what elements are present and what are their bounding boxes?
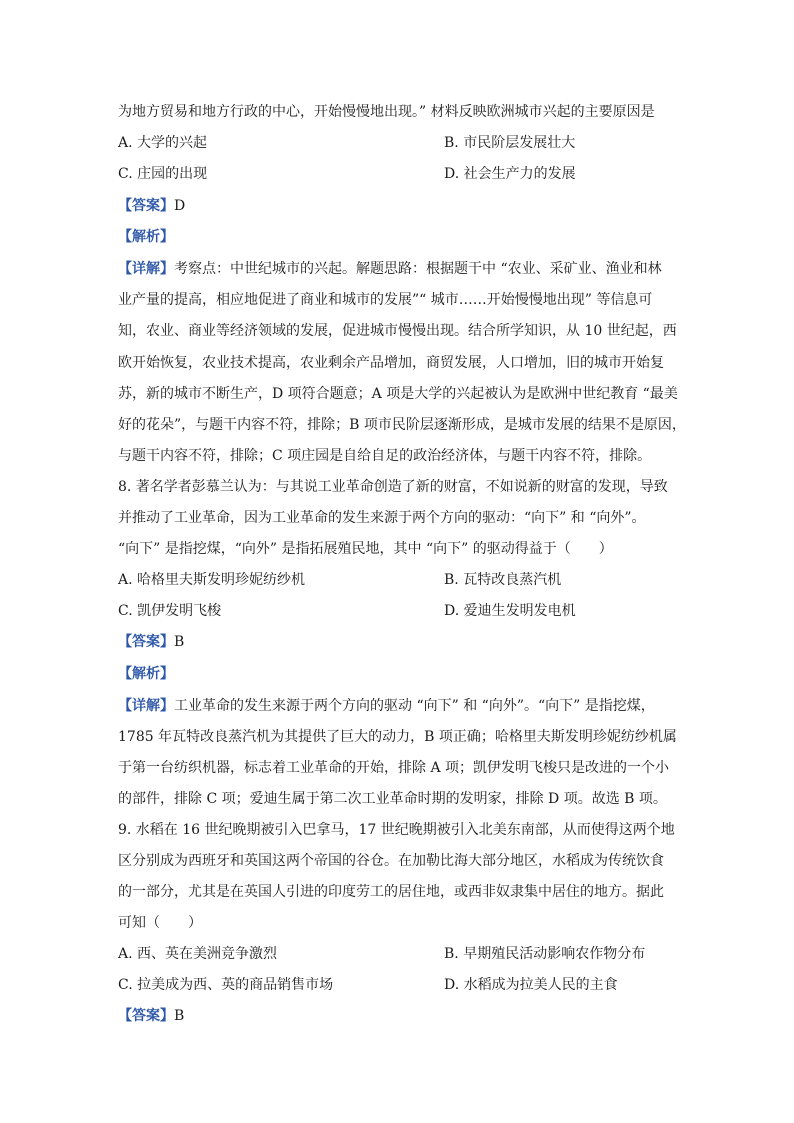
- q9-stem-line: 的一部分，尤其是在英国人引进的印度劳工的居住地，或西非奴隶集中居住的地方。据此: [118, 884, 664, 900]
- q7-detail-line: 苏，新的城市不断生产，D 项符合题意；A 项是大学的兴起被认为是欧洲中世纪教育 “最美: [118, 386, 678, 402]
- q8-option-b: B. 瓦特改良蒸汽机: [444, 572, 562, 588]
- q8-detail-line: 1785 年瓦特改良蒸汽机为其提供了巨大的动力，B 项正确；哈格里夫斯发明珍妮纺纱机属: [118, 729, 677, 745]
- q7-option-c: C. 庄园的出现: [118, 166, 208, 182]
- q9-option-c: C. 拉美成为西、英的商品销售市场: [118, 977, 334, 993]
- q7-detail-line: [118, 259, 688, 279]
- q8-option-a: A. 哈格里夫斯发明珍妮纺纱机: [118, 572, 306, 588]
- answer-value: B: [174, 634, 185, 650]
- q9-stem-line: 可知（ ）: [118, 915, 202, 931]
- q7-detail-line: 知，农业、商业等经济领域的发展，促进城市慢慢出现。结合所学知识，从 10 世纪起，西: [118, 323, 677, 339]
- q9-option-a: A. 西、英在美洲竞争激烈: [118, 946, 278, 962]
- answer-value: D: [174, 198, 186, 214]
- detail-text: 工业革命的发生来源于两个方向的驱动 “向下” 和 “向外”。“向下” 是指挖煤，: [174, 698, 655, 714]
- q8-option-d: D. 爱迪生发明发电机: [444, 603, 576, 619]
- answer-label: 【答案】: [118, 634, 174, 650]
- q7-answer: [118, 196, 688, 216]
- q7-option-d: D. 社会生产力的发展: [444, 166, 576, 182]
- q7-option-a: A. 大学的兴起: [118, 135, 208, 151]
- detail-label: 【详解】: [118, 261, 174, 277]
- answer-label: 【答案】: [118, 1008, 174, 1024]
- q7-detail-line: 欧开始恢复，农业技术提高，农业剩余产品增加，商贸发展，人口增加，旧的城市开始复: [118, 355, 664, 371]
- q9-stem-line: 区分别成为西班牙和英国这两个帝国的谷仓。在加勒比海大部分地区，水稻成为传统饮食: [118, 853, 664, 869]
- q7-detail-line: 与题干内容不符，排除；C 项庄园是自给自足的政治经济体，与题干内容不符，排除。: [118, 448, 652, 464]
- q8-option-c: C. 凯伊发明飞梭: [118, 603, 222, 619]
- q7-detail-line: 业产量的提高，相应地促进了商业和城市的发展”“ 城市……开始慢慢地出现” 等信息可: [118, 292, 653, 308]
- q8-detail-line: 于第一台纺织机器，标志着工业革命的开始，排除 A 项；凯伊发明飞梭只是改进的一个小: [118, 760, 670, 776]
- analysis-label: 【解析】: [118, 229, 174, 245]
- q8-stem-line: 并推动了工业革命，因为工业革命的发生来源于两个方向的驱动：“向下” 和 “向外”。: [118, 510, 646, 526]
- q9-option-b: B. 早期殖民活动影响农作物分布: [444, 946, 646, 962]
- answer-label: 【答案】: [118, 198, 174, 214]
- answer-value: B: [174, 1008, 185, 1024]
- detail-text: 考察点：中世纪城市的兴起。解题思路：根据题干中 “农业、采矿业、渔业和林: [174, 261, 662, 277]
- q7-option-b: B. 市民阶层发展壮大: [444, 135, 576, 151]
- q9-answer: [118, 1006, 688, 1026]
- q7-analysis: [118, 227, 688, 247]
- q7-stem-tail: 为地方贸易和地方行政的中心，开始慢慢地出现。” 材料反映欧洲城市兴起的主要原因是: [118, 104, 655, 120]
- q7-detail-line: 好的花朵”，与题干内容不符，排除；B 项市民阶层逐渐形成，是城市发展的结果不是原因，: [118, 417, 686, 433]
- analysis-label: 【解析】: [118, 666, 174, 682]
- q9-stem-line: 9. 水稻在 16 世纪晚期被引入巴拿马，17 世纪晚期被引入北美东南部，从而使得这两个地: [118, 822, 675, 838]
- detail-label: 【详解】: [118, 698, 174, 714]
- q8-detail-line: 的部件，排除 C 项；爱迪生属于第二次工业革命时期的发明家，排除 D 项。故选 B 项。: [118, 791, 667, 807]
- q8-analysis: [118, 664, 688, 684]
- q8-detail-line: [118, 696, 688, 716]
- q8-stem-line: “向下” 是指挖煤，“向外” 是指拓展殖民地，其中 “向下” 的驱动得益于（ ）: [118, 541, 613, 557]
- q8-answer: [118, 632, 688, 652]
- q8-stem-line: 8. 著名学者彭慕兰认为：与其说工业革命创造了新的财富，不如说新的财富的发现，导致: [118, 479, 668, 495]
- q9-option-d: D. 水稻成为拉美人民的主食: [444, 977, 618, 993]
